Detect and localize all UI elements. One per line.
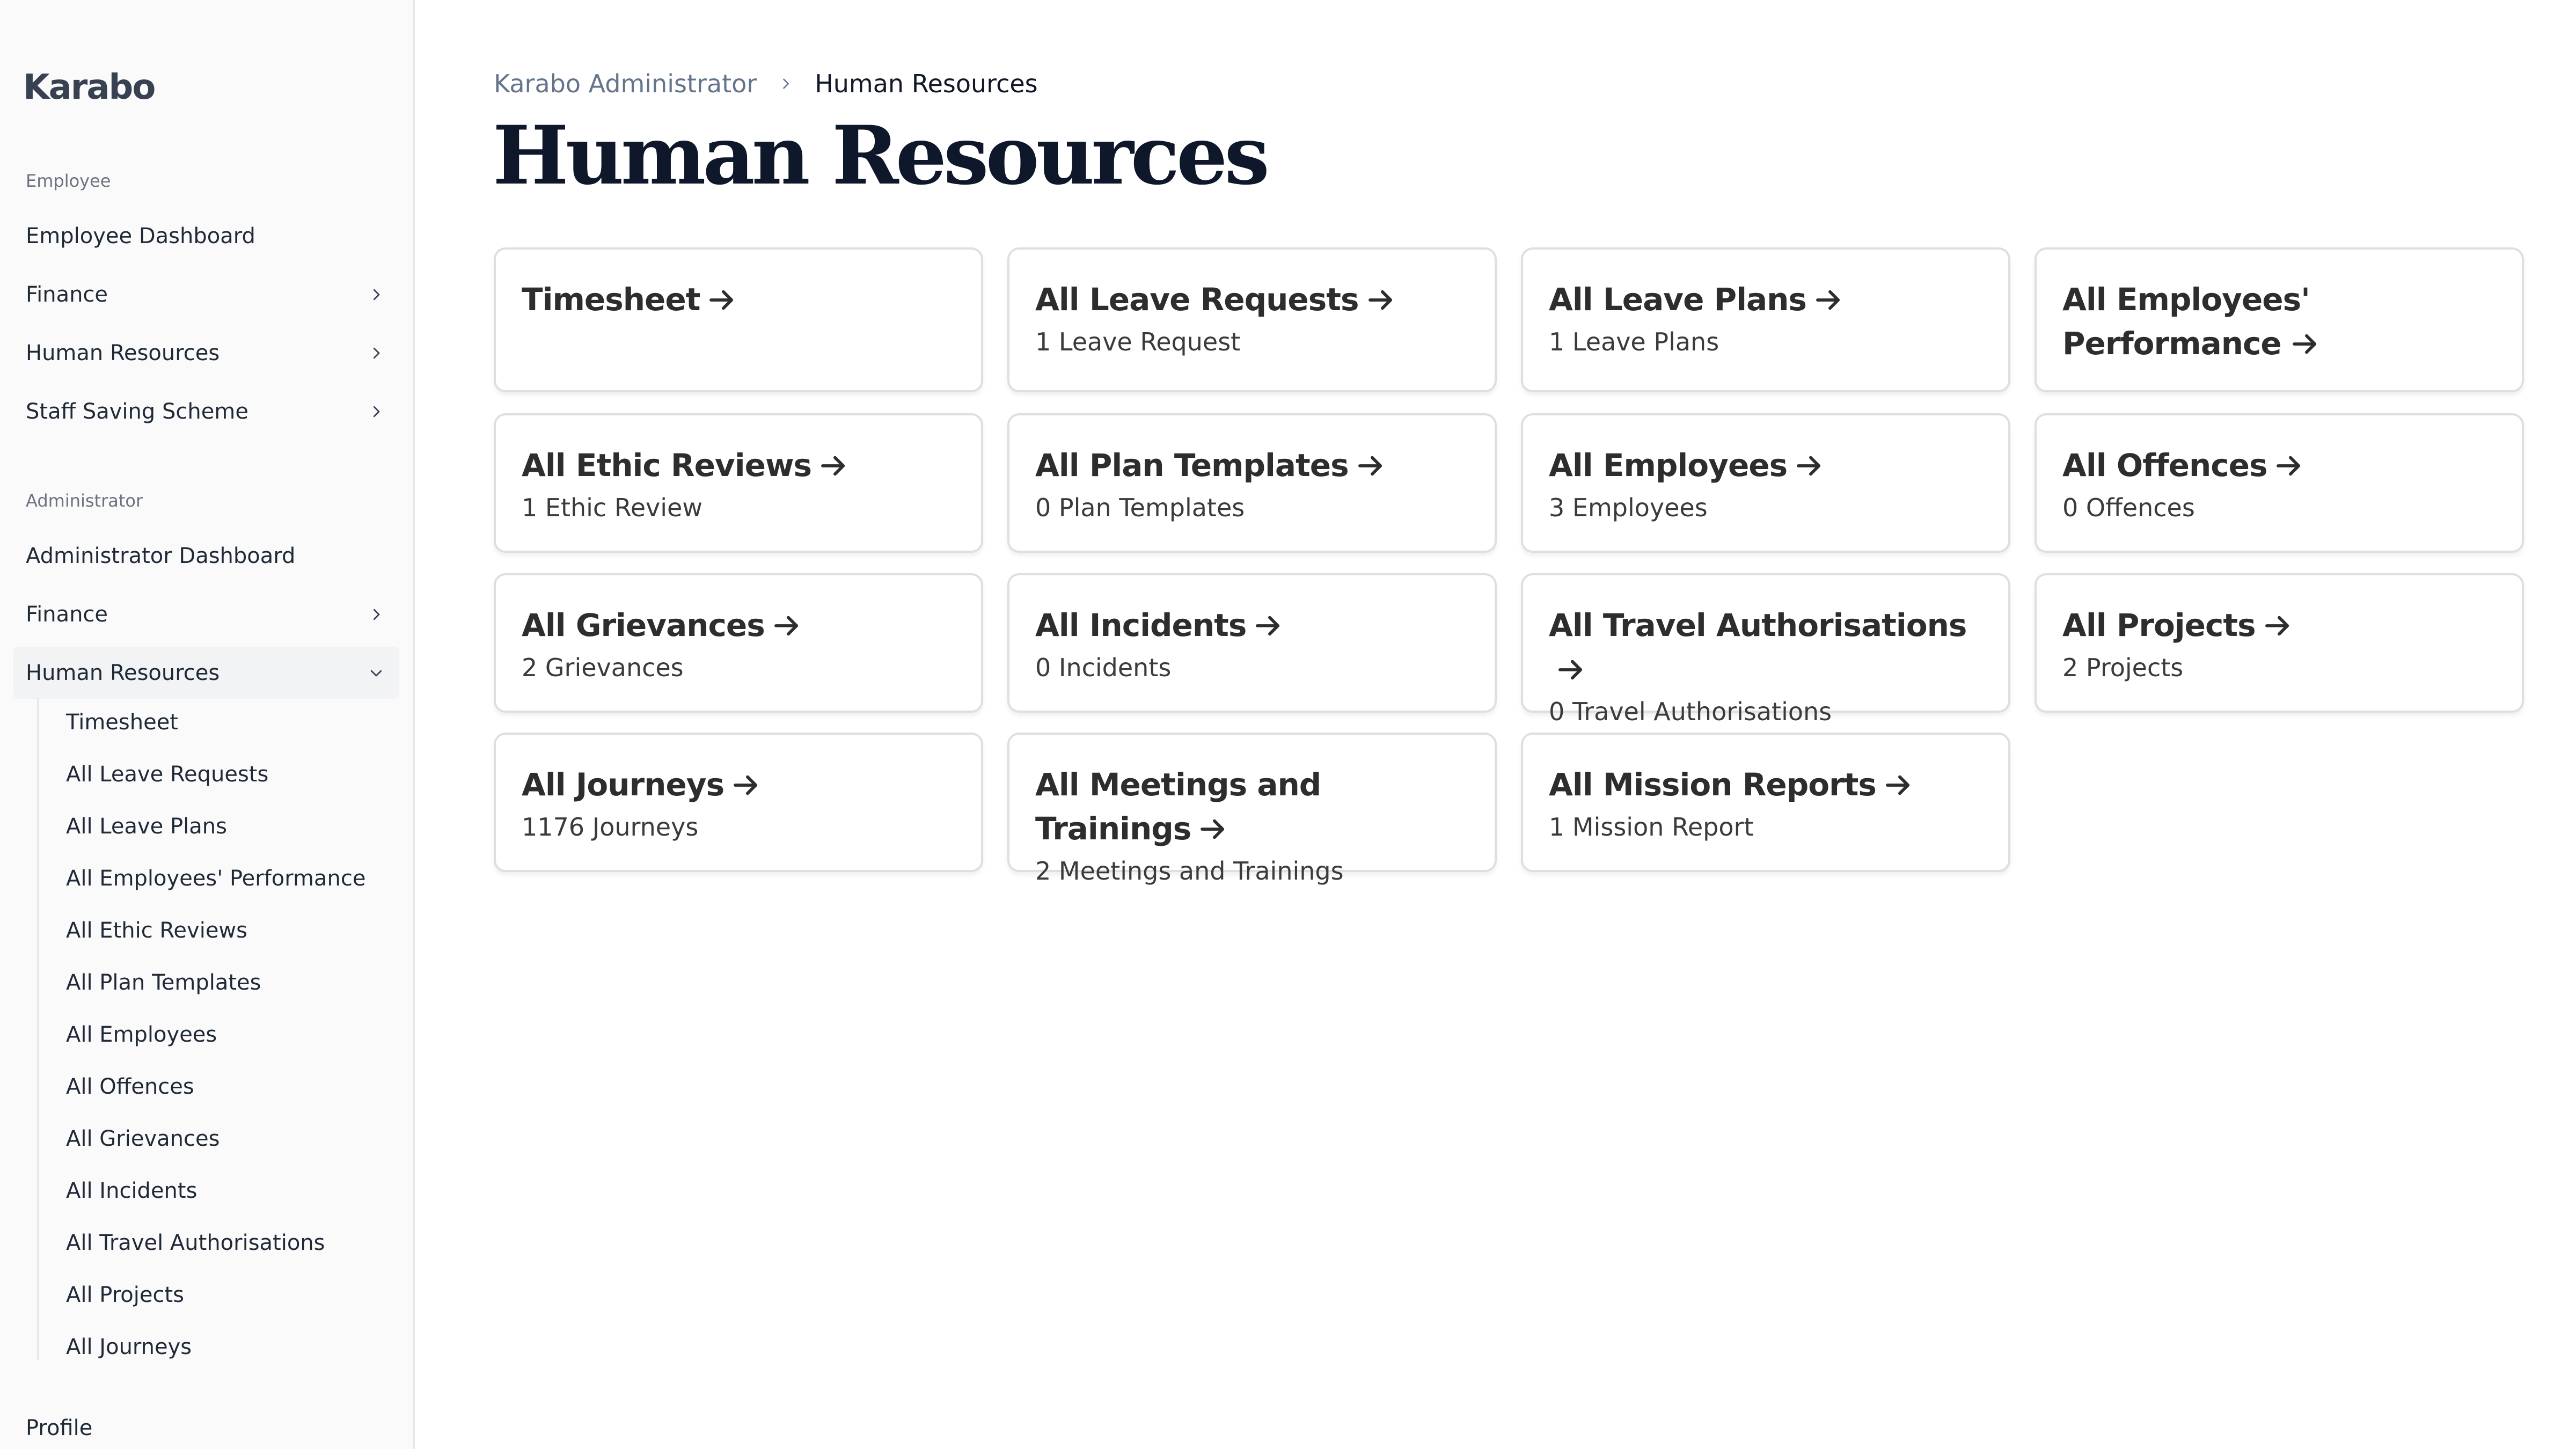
sidebar-subitem-employees-performance[interactable]: All Employees' Performance (66, 866, 366, 891)
card-title: All Leave Plans (1549, 277, 1982, 321)
arrow-right-icon (1255, 613, 1283, 638)
sidebar-subitem-employees[interactable]: All Employees (66, 1022, 217, 1047)
sidebar-item-admin-hr[interactable] (13, 647, 399, 699)
page-title: Human Resources (493, 108, 1267, 203)
card-count: 0 Offences (2062, 493, 2195, 522)
card-mission-reports[interactable] (1521, 733, 2010, 872)
card-title: All Grievances (522, 603, 955, 647)
sidebar-item-employee-hr[interactable] (13, 327, 399, 379)
sidebar-subitem-leave-plans[interactable]: All Leave Plans (66, 814, 227, 839)
card-meetings-trainings[interactable] (1007, 733, 1497, 885)
arrow-right-icon (708, 288, 736, 312)
arrow-right-icon (1367, 288, 1395, 312)
chevron-right-icon (368, 404, 384, 420)
sidebar-item-employee-dashboard[interactable] (13, 210, 399, 262)
card-incidents[interactable] (1007, 573, 1497, 713)
sidebar-item-employee-finance[interactable] (13, 268, 399, 320)
card-employees[interactable] (1521, 413, 2010, 553)
arrow-right-icon (1885, 773, 1913, 797)
card-ethic-reviews[interactable] (494, 413, 983, 553)
card-journeys[interactable] (494, 733, 983, 872)
arrow-right-icon (2275, 453, 2303, 478)
arrow-right-icon (733, 773, 760, 797)
card-employees-performance[interactable] (2035, 247, 2524, 392)
card-title: All Mission Reports (1549, 763, 1982, 807)
arrow-right-icon (1357, 453, 1385, 478)
arrow-right-icon (773, 613, 801, 638)
card-count: 1 Mission Report (1549, 813, 1754, 841)
sidebar-item-profile[interactable] (13, 1402, 399, 1449)
app-logo[interactable]: Karabo (23, 68, 155, 107)
sidebar-item-label: Finance (26, 282, 108, 307)
breadcrumb-current: Human Resources (815, 69, 1038, 98)
sidebar-item-label: Human Resources (26, 660, 220, 685)
chevron-right-icon (368, 287, 384, 303)
card-leave-plans[interactable] (1521, 247, 2010, 392)
card-title: All Plan Templates (1035, 443, 1469, 487)
card-title: All Incidents (1035, 603, 1469, 647)
chevron-right-icon (368, 606, 384, 623)
card-offences[interactable] (2035, 413, 2524, 553)
chevron-down-icon (368, 665, 384, 681)
card-title: All Employees (1549, 443, 1982, 487)
main-content (415, 0, 2576, 1449)
card-count: 3 Employees (1549, 493, 1708, 522)
card-count: 1 Ethic Review (522, 493, 702, 522)
arrow-right-icon (1796, 453, 1824, 478)
sidebar-subitem-leave-requests[interactable]: All Leave Requests (66, 762, 269, 787)
sidebar-subitem-projects[interactable]: All Projects (66, 1283, 184, 1307)
sidebar (0, 0, 415, 1449)
sidebar-subitem-travel-authorisations[interactable]: All Travel Authorisations (66, 1231, 325, 1255)
sidebar-item-label: Finance (26, 602, 108, 627)
card-count: 2 Meetings and Trainings (1035, 857, 1344, 885)
arrow-right-icon (1557, 657, 1585, 682)
card-count: 1176 Journeys (522, 813, 699, 841)
card-grievances[interactable] (494, 573, 983, 713)
arrow-right-icon (2264, 613, 2292, 638)
sidebar-item-admin-finance[interactable] (13, 588, 399, 640)
card-title: All Travel Authorisations (1549, 603, 1982, 691)
card-title: All Projects (2062, 603, 2496, 647)
arrow-right-icon (820, 453, 848, 478)
card-title: All Journeys (522, 763, 955, 807)
sidebar-subitem-timesheet[interactable]: Timesheet (66, 710, 178, 735)
card-count: 2 Projects (2062, 653, 2184, 682)
sidebar-item-label: Human Resources (26, 340, 220, 365)
card-count: 0 Plan Templates (1035, 493, 1245, 522)
breadcrumb-link-admin[interactable]: Karabo Administrator (494, 69, 757, 98)
sidebar-item-label: Administrator Dashboard (26, 543, 296, 568)
card-title: All Meetings and Trainings (1035, 766, 1321, 847)
card-travel-authorisations[interactable] (1521, 573, 2010, 726)
card-plan-templates[interactable] (1007, 413, 1497, 553)
arrow-right-icon (1199, 817, 1227, 841)
card-count: 1 Leave Request (1035, 327, 1241, 356)
card-count: 1 Leave Plans (1549, 327, 1719, 356)
card-title: All Employees' Performance (2062, 277, 2496, 365)
card-count: 2 Grievances (522, 653, 684, 682)
sidebar-item-label: Employee Dashboard (26, 223, 255, 248)
card-title: Timesheet (522, 277, 955, 321)
chevron-right-icon (778, 76, 793, 91)
sidebar-item-label: Staff Saving Scheme (26, 399, 248, 424)
chevron-right-icon (368, 345, 384, 361)
card-timesheet[interactable] (494, 247, 983, 392)
card-count: 0 Travel Authorisations (1549, 697, 1832, 726)
card-leave-requests[interactable] (1007, 247, 1497, 392)
sidebar-subitem-journeys[interactable]: All Journeys (66, 1335, 192, 1359)
card-projects[interactable] (2035, 573, 2524, 713)
section-label-administrator: Administrator (26, 491, 143, 511)
arrow-right-icon (2292, 332, 2319, 356)
breadcrumb (494, 68, 1038, 100)
card-title: All Ethic Reviews (522, 443, 955, 487)
arrow-right-icon (1815, 288, 1843, 312)
sidebar-subitem-incidents[interactable]: All Incidents (66, 1179, 197, 1203)
sidebar-subitem-grievances[interactable]: All Grievances (66, 1126, 220, 1151)
submenu-rail (37, 698, 39, 1360)
section-label-employee: Employee (26, 171, 111, 191)
sidebar-subitem-offences[interactable]: All Offences (66, 1074, 194, 1099)
sidebar-subitem-plan-templates[interactable]: All Plan Templates (66, 970, 261, 995)
sidebar-subitem-ethic-reviews[interactable]: All Ethic Reviews (66, 918, 247, 943)
sidebar-item-label: Profile (26, 1415, 93, 1440)
card-count: 0 Incidents (1035, 653, 1172, 682)
sidebar-item-admin-dashboard[interactable] (13, 530, 399, 582)
sidebar-item-staff-saving-scheme[interactable] (13, 385, 399, 437)
card-title: All Leave Requests (1035, 277, 1469, 321)
card-title: All Offences (2062, 443, 2496, 487)
